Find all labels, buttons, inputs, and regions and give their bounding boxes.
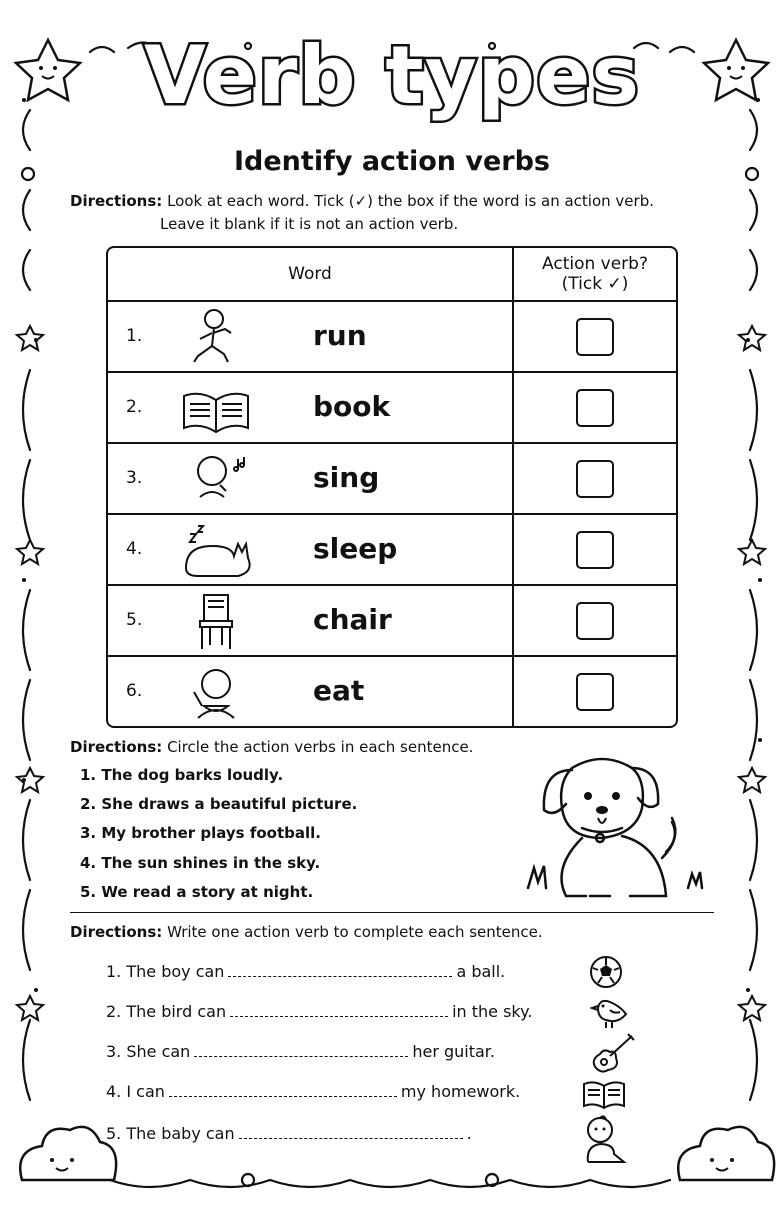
page-title: Verb types [144,29,640,122]
fill-sentence [106,962,505,981]
open-book-icon [180,378,252,438]
section-divider [70,912,714,913]
tick-checkbox[interactable] [576,602,614,640]
baby-icon [580,1114,630,1166]
action-verb-table [106,246,678,728]
fill-sentence [106,1042,495,1061]
sentence-end: . [466,1124,472,1143]
word-label: run [313,319,367,352]
directions-text: Circle the action verbs in each sentence. [167,738,474,756]
answer-blank[interactable] [194,1042,408,1057]
table-row [108,444,676,515]
word-label: sleep [313,532,398,565]
guitar-icon [590,1032,638,1076]
fill-sentence [106,1082,520,1101]
puppy-icon [512,748,712,898]
row-number: 6. [126,681,143,701]
running-boy-icon [180,307,252,367]
directions-text: Write one action verb to complete each sentence. [167,923,543,941]
column-header-word: Word [108,248,514,302]
table-row [108,657,676,726]
book-icon [582,1080,626,1110]
section2-directions [70,736,473,758]
sentence-end: in the sky. [452,1002,533,1021]
answer-blank[interactable] [228,962,452,977]
sentence-start: 2. The bird can [106,1002,227,1021]
column-header-action [514,248,676,302]
chair-icon [180,591,252,651]
sentence-item[interactable]: 2. She draws a beautiful picture. [80,795,358,813]
tick-checkbox[interactable] [576,531,614,569]
tick-checkbox[interactable] [576,318,614,356]
tick-checkbox[interactable] [576,460,614,498]
sentence-end: my homework. [400,1082,521,1101]
column-header-action-line1: Action verb? [542,254,648,274]
sentence-start: 1. The boy can [106,962,225,981]
fill-sentence [106,1002,532,1021]
row-number: 5. [126,610,143,630]
word-label: sing [313,461,380,494]
answer-blank[interactable] [169,1082,397,1097]
answer-blank[interactable] [230,1002,448,1017]
directions-label: Directions: [70,192,163,210]
word-label: chair [313,603,392,636]
sentence-item[interactable]: 4. The sun shines in the sky. [80,854,321,872]
table-row [108,515,676,586]
fill-sentence [106,1124,472,1143]
sentence-start: 4. I can [106,1082,165,1101]
sentence-item[interactable]: 3. My brother plays football. [80,824,321,842]
word-label: book [313,390,391,423]
sentence-end: her guitar. [412,1042,495,1061]
directions-label: Directions: [70,738,163,756]
word-label: eat [313,674,365,707]
row-number: 3. [126,468,143,488]
row-number: 4. [126,539,143,559]
sentence-end: a ball. [456,962,506,981]
tick-checkbox[interactable] [576,389,614,427]
eating-girl-icon [180,662,252,722]
table-row [108,373,676,444]
tick-checkbox[interactable] [576,673,614,711]
sleeping-cat-icon [180,520,252,580]
singing-girl-icon [180,449,252,509]
section1-directions-line2: Leave it blank if it is not an action verb. [160,215,459,233]
section1-directions [70,190,654,212]
section3-directions [70,921,543,943]
sentence-start: 3. She can [106,1042,191,1061]
answer-blank[interactable] [239,1124,463,1139]
row-number: 2. [126,397,143,417]
directions-label: Directions: [70,923,163,941]
table-row [108,586,676,657]
sentence-item[interactable]: 1. The dog barks loudly. [80,766,284,784]
bird-icon [590,994,634,1030]
sentence-item[interactable]: 5. We read a story at night. [80,883,314,901]
soccer-ball-icon [588,954,624,990]
table-row [108,302,676,373]
sentence-start: 5. The baby can [106,1124,235,1143]
column-header-action-line2: (Tick ✓) [561,274,629,294]
page-subtitle: Identify action verbs [234,146,550,177]
row-number: 1. [126,326,143,346]
directions-text: Look at each word. Tick (✓) the box if the word is an action verb. [167,192,654,210]
